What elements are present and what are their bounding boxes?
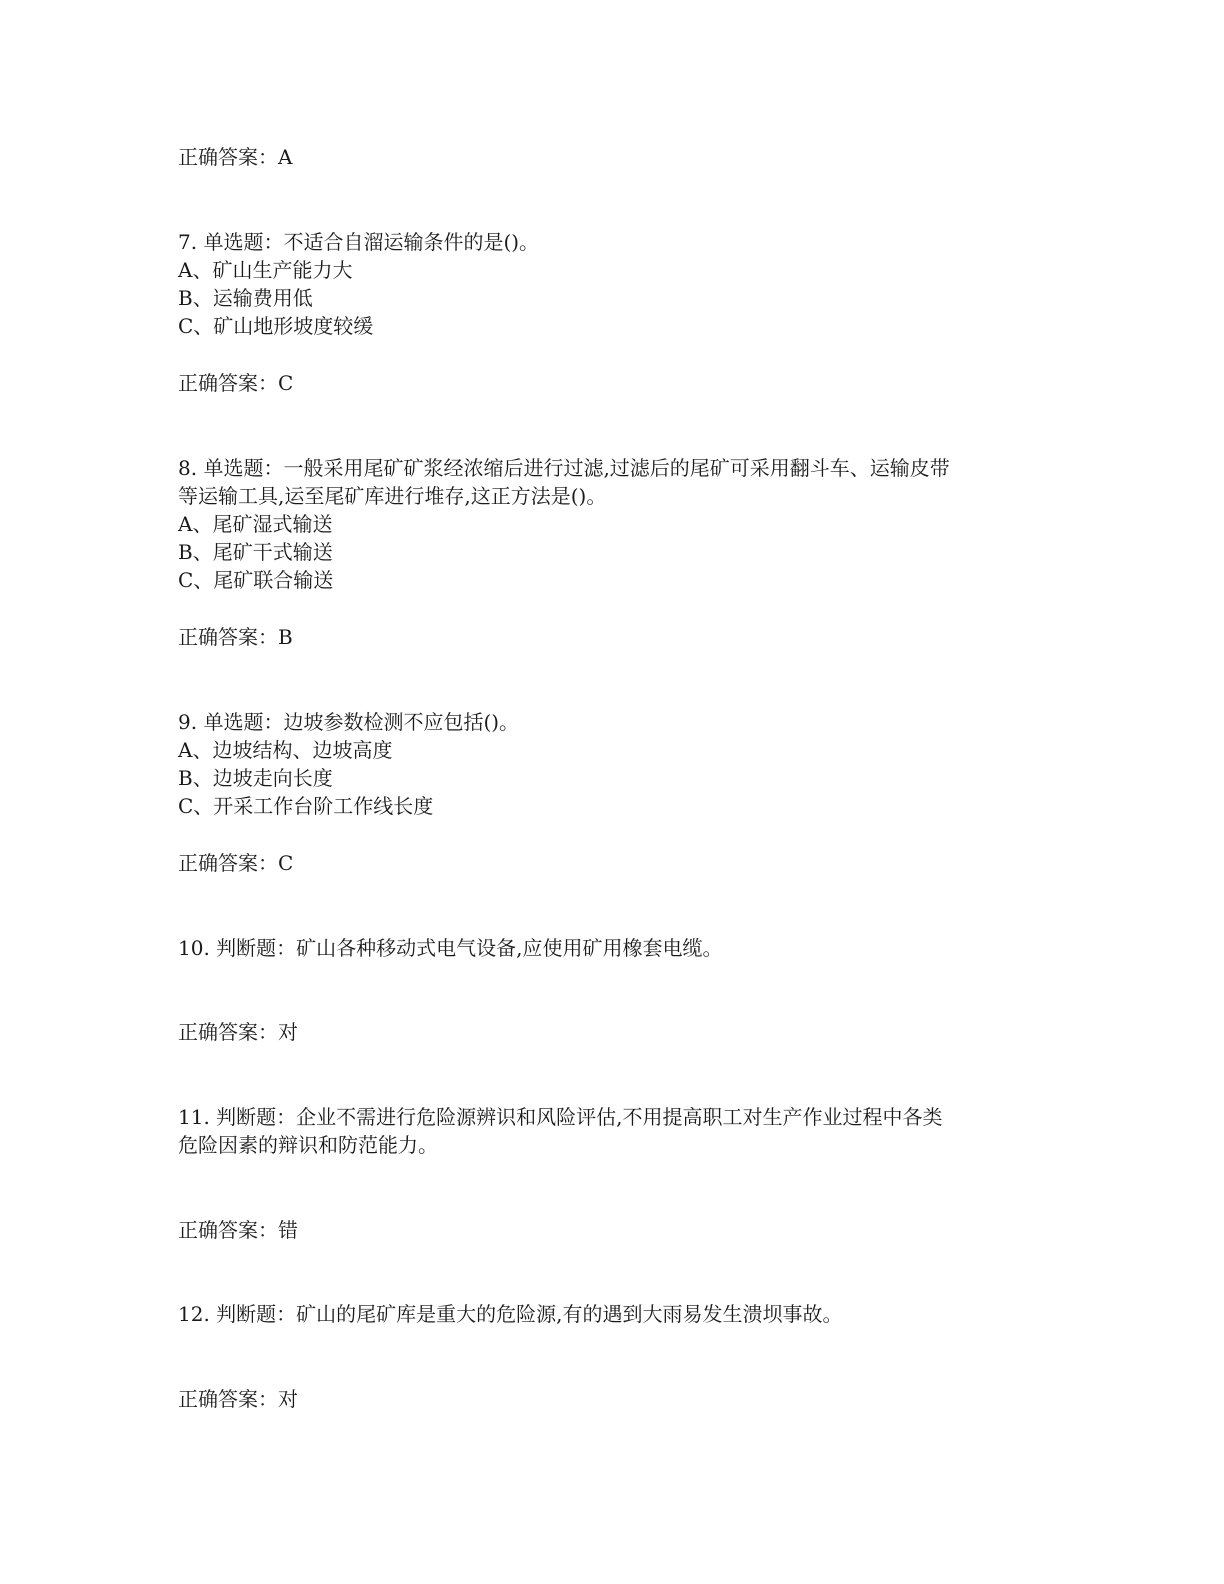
question-q12: 12. 判断题：矿山的尾矿库是重大的危险源,有的遇到大雨易发生溃坝事故。 <box>178 1302 843 1326</box>
answer-q9: 正确答案：C <box>178 851 294 875</box>
question-q8-line-1: 8. 单选题：一般采用尾矿矿浆经浓缩后进行过滤,过滤后的尾矿可采用翻斗车、运输皮带 <box>178 456 950 480</box>
question-q11-line-1: 11. 判断题：企业不需进行危险源辨识和风险评估,不用提高职工对生产作业过程中各类 <box>178 1105 943 1129</box>
option-q8-a: A、尾矿湿式输送 <box>178 512 333 536</box>
question-q7: 7. 单选题：不适合自溜运输条件的是()。 <box>178 230 540 254</box>
option-q7-c: C、矿山地形坡度较缓 <box>178 314 374 338</box>
option-q7-a: A、矿山生产能力大 <box>178 258 353 282</box>
question-q11-line-2: 危险因素的辩识和防范能力。 <box>178 1133 438 1157</box>
question-q9: 9. 单选题：边坡参数检测不应包括()。 <box>178 710 520 734</box>
answer-q11: 正确答案：错 <box>178 1218 298 1242</box>
option-q9-c: C、开采工作台阶工作线长度 <box>178 794 434 818</box>
option-q8-b: B、尾矿干式输送 <box>178 540 333 564</box>
answer-q8: 正确答案：B <box>178 625 293 649</box>
question-q8-line-2: 等运输工具,运至尾矿库进行堆存,这正方法是()。 <box>178 484 607 508</box>
option-q9-b: B、边坡走向长度 <box>178 766 333 790</box>
answer-q12: 正确答案：对 <box>178 1387 298 1411</box>
answer-q7: 正确答案：C <box>178 371 294 395</box>
option-q7-b: B、运输费用低 <box>178 286 313 310</box>
question-q10: 10. 判断题：矿山各种移动式电气设备,应使用矿用橡套电缆。 <box>178 936 723 960</box>
option-q9-a: A、边坡结构、边坡高度 <box>178 738 393 762</box>
option-q8-c: C、尾矿联合输送 <box>178 568 334 592</box>
answer-q6: 正确答案：A <box>178 145 293 169</box>
answer-q10: 正确答案：对 <box>178 1020 298 1044</box>
